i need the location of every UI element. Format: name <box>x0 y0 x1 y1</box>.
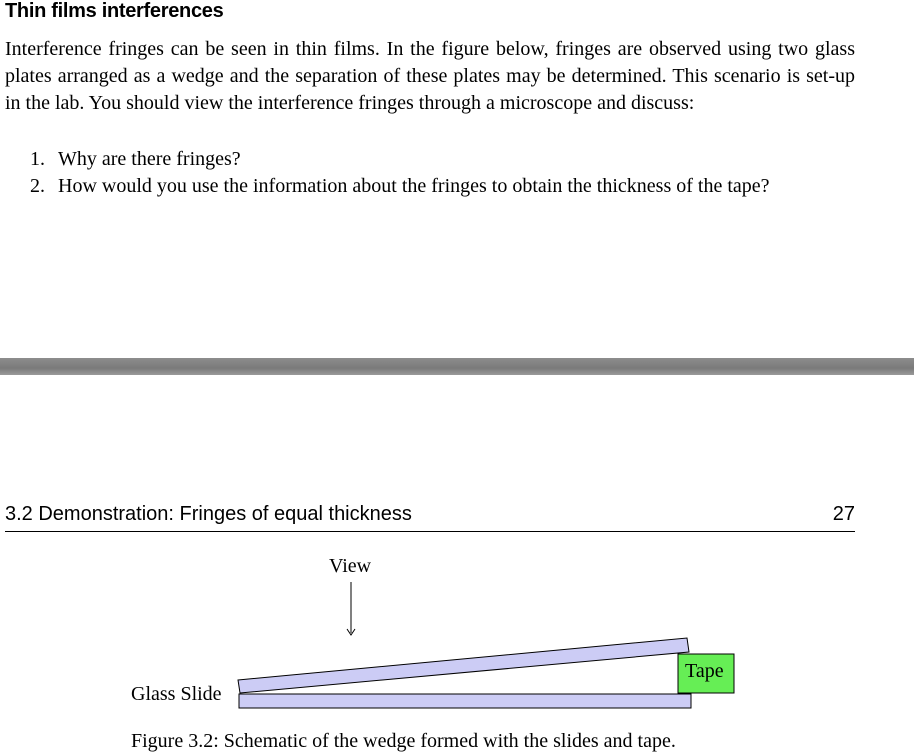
section-title: Thin films interferences <box>5 0 224 22</box>
wedge-diagram <box>0 540 914 744</box>
list-item <box>30 173 770 200</box>
list-number: 1. <box>30 148 45 170</box>
header-page-number: 27 <box>832 503 855 525</box>
bottom-glass-slide <box>239 694 691 708</box>
list-text: How would you use the information about the fringes to obtain the thickness of the tape? <box>58 175 770 197</box>
tape-label: Tape <box>685 660 724 682</box>
figure-caption: Figure 3.2: Schematic of the wedge formed with the slides and tape. <box>131 730 676 752</box>
glass-slide-label: Glass Slide <box>131 683 222 705</box>
top-glass-slide <box>238 638 689 693</box>
wedge-figure <box>0 540 914 752</box>
page-top <box>0 0 914 358</box>
question-list <box>30 146 770 200</box>
running-header <box>5 503 855 532</box>
header-section-title: 3.2 Demonstration: Fringes of equal thickness <box>5 503 412 525</box>
list-number: 2. <box>30 175 45 197</box>
page-separator <box>0 358 914 375</box>
view-label: View <box>329 555 372 577</box>
list-text: Why are there fringes? <box>58 148 241 170</box>
list-item <box>30 146 770 173</box>
intro-paragraph: Interference fringes can be seen in thin films. In the figure below, fringes are observed using two glass plates arranged as a wedge and the separation of these plates may be determined. This scenario is set-up in the lab. You should view the interference fringes through a microscope and discuss: <box>5 38 855 114</box>
